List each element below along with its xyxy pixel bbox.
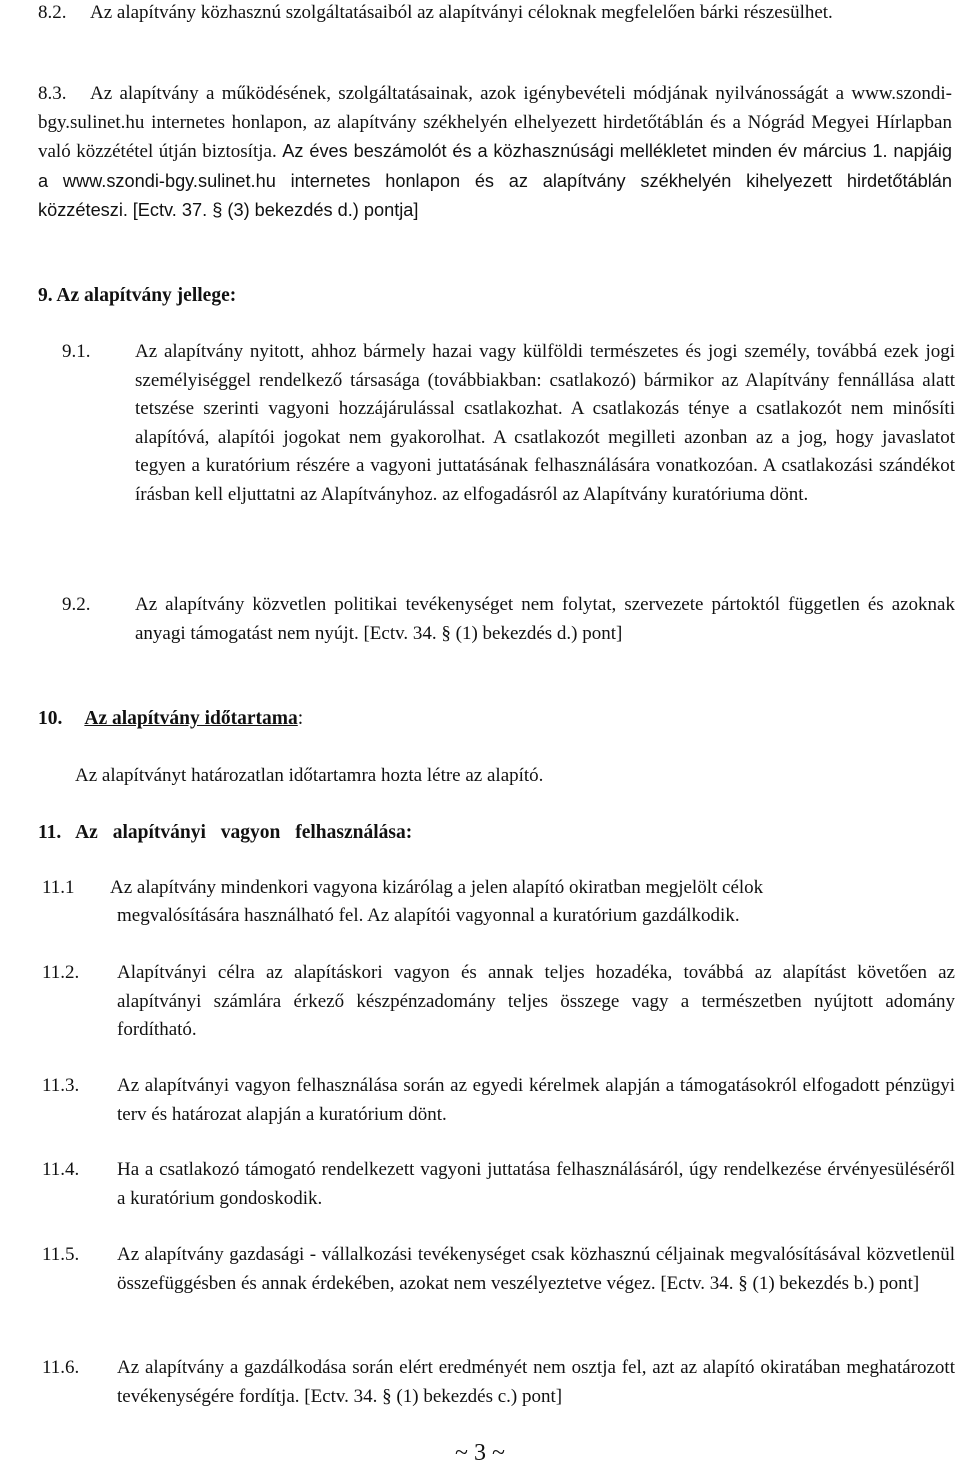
section-8-3-text-b: Az éves beszámolót és a közhasznúsági mellékletet minden év március 1. napjáig a www.szondi-bgy.sulinet.hu internetes honlapon és az alapítvány székhelyén kihelyezett hirdetőtáblán közzéteszi. [38, 141, 953, 220]
section-11-heading: 11. Az alapítványi vagyon felhasználása: [38, 822, 413, 843]
section-11-2-number: 11.2. [42, 962, 80, 983]
section-11-1-line-2: megvalósítására használható fel. Az alapítói vagyonnal a kuratórium gazdálkodik. [117, 905, 740, 926]
section-10-heading [38, 705, 303, 734]
section-11-6-text: Az alapítvány a gazdálkodása során elért eredményét nem osztja fel, azt az alapító okiratában meghatározott tevékenységére fordítja. [Ectv. 34. § (1) bekezdés c.) pont] [117, 1357, 955, 1407]
section-10-colon: : [297, 708, 304, 729]
section-8-3-text [38, 80, 952, 226]
section-11-5-text: Az alapítvány gazdasági - vállalkozási tevékenységet csak közhasznú céljainak megvalósításával közvetlenül összefüggésben és annak érdekében, azokat nem veszélyeztetve végez. [Ectv. 34. § (1) bekezdés b.) pont] [117, 1244, 955, 1294]
section-9-1-number: 9.1. [62, 341, 91, 362]
section-11-3-number: 11.3. [42, 1075, 80, 1096]
section-9-1-text: Az alapítvány nyitott, ahhoz bármely hazai vagy külföldi természetes és jogi személy, továbbá ezek jogi személyiséggel rendelkező társasága (továbbiakban: csatlakozó) bármikor az Alapítvány fennállása alatt tetszése szerinti vagyoni hozzájárulással csatlakozhat. A csatlakozás ténye a csatlakozót nem minősíti alapítóvá, alapítói jogokat nem gyakorolhat. A csatlakozót megilleti azonban az a jog, hogy javaslatot tegyen a kuratórium részére a vagyoni juttatásának felhasználására vonatkozóan. A csatlakozási szándékot írásban kell eljuttatni az Alapítványhoz. az elfogadásról az Alapítvány kuratóriuma dönt. [135, 341, 955, 505]
section-9-heading: 9. Az alapítvány jellege: [38, 285, 237, 306]
section-11-1-line-1: Az alapítvány mindenkori vagyona kizárólag a jelen alapító okiratban megjelölt célok [110, 877, 764, 898]
section-8-2-text: Az alapítvány közhasznú szolgáltatásaiból az alapítványi céloknak megfelelően bárki részesülhet. [90, 2, 833, 23]
section-11-5-number: 11.5. [42, 1244, 80, 1265]
section-8-3-text-a: Az alapítvány a működésének, szolgáltatásainak, azok igénybevételi módjának nyilvánosságát a www.szondi-bgy.sulinet.hu internetes honlapon, az alapítvány székhelyén elhelyezett hirdetőtáblán és a Nógrád Megyei Hírlapban való közzététel útján biztosítja. [38, 83, 952, 162]
section-8-2-number: 8.2. [38, 2, 67, 23]
section-8-3-reference: [Ectv. 37. § (3) bekezdés d.) pontja] [132, 200, 419, 220]
section-11-4-number: 11.4. [42, 1159, 80, 1180]
section-10-title: Az alapítvány időtartama [84, 708, 298, 729]
section-11-4-text: Ha a csatlakozó támogató rendelkezett vagyoni juttatása felhasználásáról, úgy rendelkezése érvényesüléséről a kuratórium gondoskodik. [117, 1159, 955, 1209]
section-10-text: Az alapítványt határozatlan időtartamra hozta létre az alapító. [75, 765, 544, 786]
section-10-number: 10. [38, 708, 63, 729]
page-number: ~ 3 ~ [455, 1440, 505, 1466]
section-11-2-text: Alapítványi célra az alapításkori vagyon és annak teljes hozadéka, továbbá az alapítást követően az alapítványi számlára érkező készpénzadomány teljes összege vagy a természetben nyújtott adomány fordítható. [117, 962, 955, 1040]
section-11-1-number: 11.1 [42, 877, 75, 898]
section-8-3-number: 8.3. [38, 83, 67, 104]
section-11-6-number: 11.6. [42, 1357, 80, 1378]
section-9-2-text: Az alapítvány közvetlen politikai tevékenységet nem folytat, szervezete pártoktól független és azoknak anyagi támogatást nem nyújt. [Ectv. 34. § (1) bekezdés d.) pont] [135, 594, 955, 644]
section-11-3-text: Az alapítványi vagyon felhasználása során az egyedi kérelmek alapján a támogatásokról elfogadott pénzügyi terv és határozat alapján a kuratórium dönt. [117, 1075, 955, 1125]
section-9-2-number: 9.2. [62, 594, 91, 615]
